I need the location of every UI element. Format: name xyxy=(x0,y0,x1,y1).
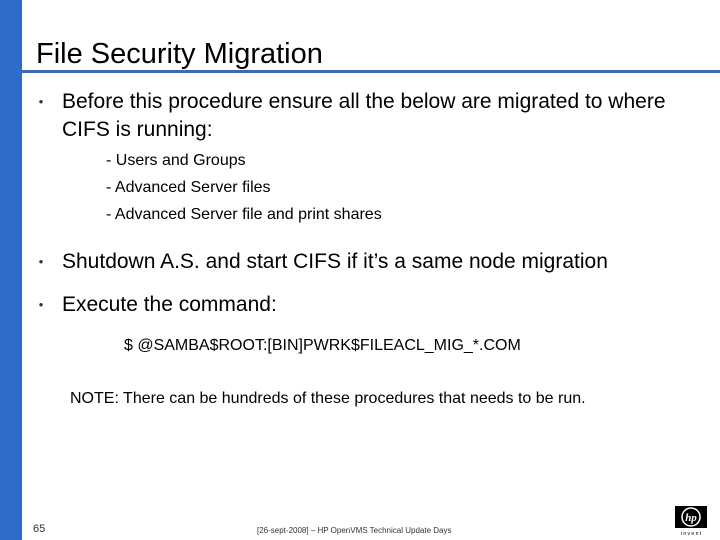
sub-item: - Advanced Server files xyxy=(106,179,271,196)
slide-title: File Security Migration xyxy=(36,38,323,70)
sub-item: - Users and Groups xyxy=(106,152,246,169)
bullet-dot-icon: • xyxy=(38,94,44,109)
bullet-text: Shutdown A.S. and start CIFS if it’s a same node migration xyxy=(62,250,608,273)
hp-logo-tagline: i n v e n t xyxy=(680,531,702,536)
note-text: NOTE: There can be hundreds of these procedures that needs to be run. xyxy=(70,390,586,407)
command-text: $ @SAMBA$ROOT:[BIN]PWRK$FILEACL_MIG_*.COM xyxy=(124,337,521,354)
hp-logo-mark: hp xyxy=(685,512,697,524)
bullet-text: Before this procedure ensure all the below are migrated to where CIFS is running: xyxy=(62,90,666,141)
bullet-item xyxy=(26,88,696,144)
page-number: 65 xyxy=(33,523,46,535)
left-accent-bar xyxy=(0,0,22,540)
bullet-item xyxy=(26,248,696,276)
bullet-dot-icon: • xyxy=(38,254,44,269)
sub-item: - Advanced Server file and print shares xyxy=(106,206,382,223)
bullet-item xyxy=(26,291,696,319)
hp-logo-icon xyxy=(675,506,707,536)
footer-text: [26-sept-2008] – HP OpenVMS Technical Update Days xyxy=(257,526,452,535)
bullet-text: Execute the command: xyxy=(62,293,277,316)
bullet-dot-icon: • xyxy=(38,297,44,312)
